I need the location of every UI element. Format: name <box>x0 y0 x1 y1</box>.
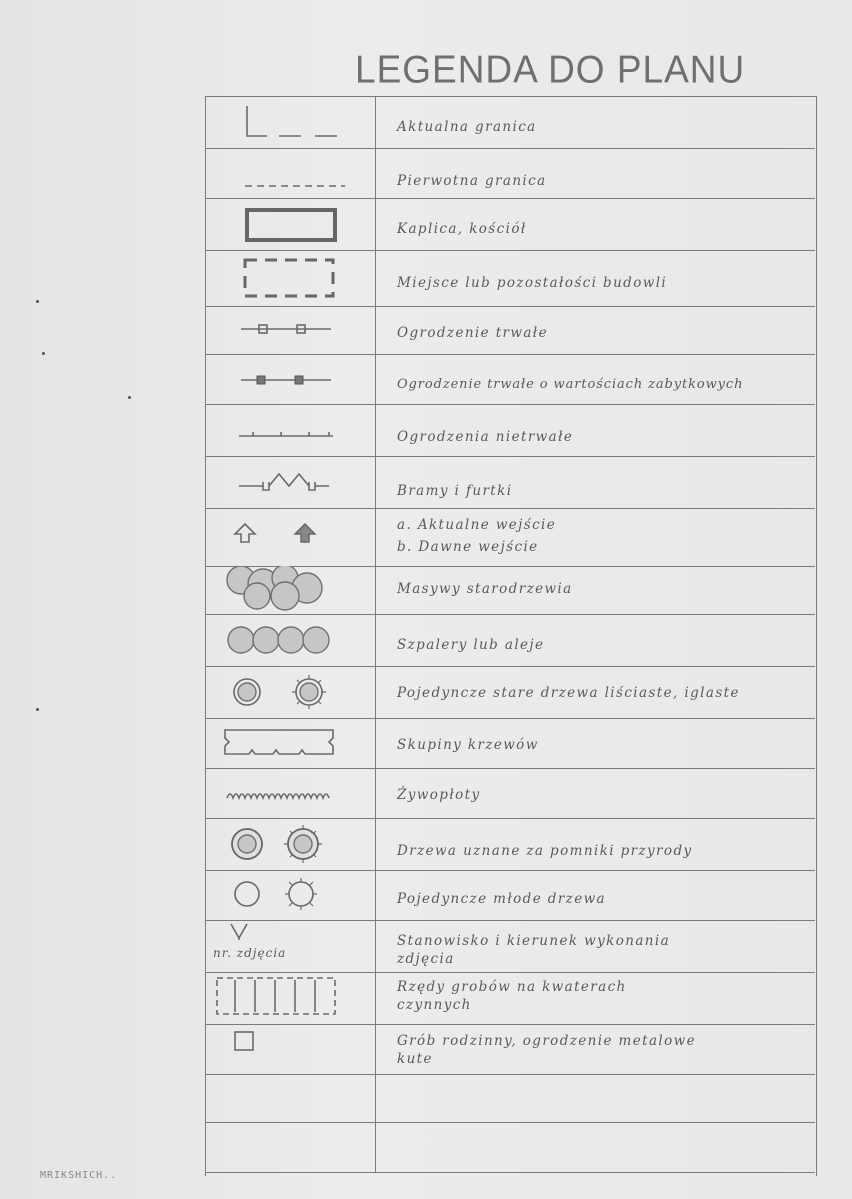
margin-dot <box>36 300 39 303</box>
legend-row <box>205 96 815 149</box>
empty-symbol-cell <box>205 1122 376 1172</box>
chapel-church-icon <box>205 198 376 250</box>
current-boundary-icon <box>205 96 376 148</box>
legend-row-label: Szpalery lub aleje <box>397 637 545 653</box>
legend-row <box>205 718 815 769</box>
margin-dot <box>128 396 131 399</box>
legend-row <box>205 566 815 615</box>
legend-row <box>205 306 815 355</box>
legend-row <box>205 250 815 307</box>
young-trees-icon <box>205 870 376 920</box>
legend-row-label: Żywopłoty <box>397 787 481 803</box>
legend-row-label: Masywy starodrzewia <box>397 581 573 597</box>
photo-number-label: nr. zdjęcia <box>213 946 287 960</box>
legend-row <box>205 508 815 567</box>
historic-fence-icon <box>205 354 376 404</box>
legend-row <box>205 354 815 405</box>
legend-row-label: Ogrodzenia nietrwałe <box>397 429 574 445</box>
family-grave-icon <box>205 1024 376 1074</box>
legend-row <box>205 768 815 819</box>
tree-mass-icon <box>205 566 376 614</box>
legend-row-label: Pierwotna granica <box>397 173 547 189</box>
legend-row <box>205 148 815 199</box>
building-remains-icon <box>205 250 376 306</box>
single-old-trees-icon <box>205 666 376 718</box>
hedge-icon <box>205 768 376 818</box>
monument-trees-icon <box>205 818 376 870</box>
legend-row <box>205 870 815 921</box>
permanent-fence-icon <box>205 306 376 354</box>
legend-row-empty <box>205 1074 815 1123</box>
margin-note: MRIKSHICH.. <box>40 1170 118 1181</box>
tree-row-icon <box>205 614 376 666</box>
legend-row <box>205 404 815 457</box>
legend-row-label-2: kute <box>397 1051 433 1067</box>
legend-row-label: Rzędy grobów na kwaterach <box>397 979 627 995</box>
legend-row-label-2: b. Dawne wejście <box>397 539 539 555</box>
legend-row <box>205 1024 815 1075</box>
original-boundary-icon <box>205 148 376 198</box>
legend-row-label: Stanowisko i kierunek wykonania <box>397 933 671 949</box>
grave-rows-icon <box>205 972 376 1024</box>
legend-row-label: Drzewa uznane za pomniki przyrody <box>397 843 693 859</box>
photo-point-icon <box>205 920 376 972</box>
legend-row-label: Bramy i furtki <box>397 483 513 499</box>
legend-row-label: Miejsce lub pozostałości budowli <box>397 275 668 291</box>
legend-row-label: Kaplica, kościół <box>397 221 527 237</box>
legend-row <box>205 198 815 251</box>
legend-row-label: Aktualna granica <box>397 119 537 135</box>
legend-row <box>205 920 815 973</box>
legend-row <box>205 614 815 667</box>
legend-row-label: a. Aktualne wejście <box>397 517 557 533</box>
margin-dot <box>36 708 39 711</box>
margin-dot <box>42 352 45 355</box>
legend-row-label: Grób rodzinny, ogrodzenie metalowe <box>397 1033 696 1049</box>
legend-row-label: Pojedyncze młode drzewa <box>397 891 606 907</box>
temporary-fence-icon <box>205 404 376 456</box>
empty-symbol-cell <box>205 1074 376 1122</box>
legend-row-label: Ogrodzenie trwałe <box>397 325 548 341</box>
entrance-arrows-icon <box>205 508 376 566</box>
shrub-group-icon <box>205 718 376 768</box>
legend-row-label: Pojedyncze stare drzewa liściaste, iglaste <box>397 685 740 701</box>
gates-icon <box>205 456 376 508</box>
legend-row <box>205 666 815 719</box>
legend-row-label: Skupiny krzewów <box>397 737 539 753</box>
legend-row <box>205 972 815 1025</box>
page-title: LEGENDA DO PLANU <box>355 47 746 91</box>
legend-row-empty <box>205 1122 815 1173</box>
legend-row-label-2: zdjęcia <box>397 951 455 967</box>
legend-row-label-2: czynnych <box>397 997 472 1013</box>
legend-row <box>205 456 815 509</box>
legend-row-label: Ogrodzenie trwałe o wartościach zabytkowych <box>397 377 744 392</box>
legend-row <box>205 818 815 871</box>
